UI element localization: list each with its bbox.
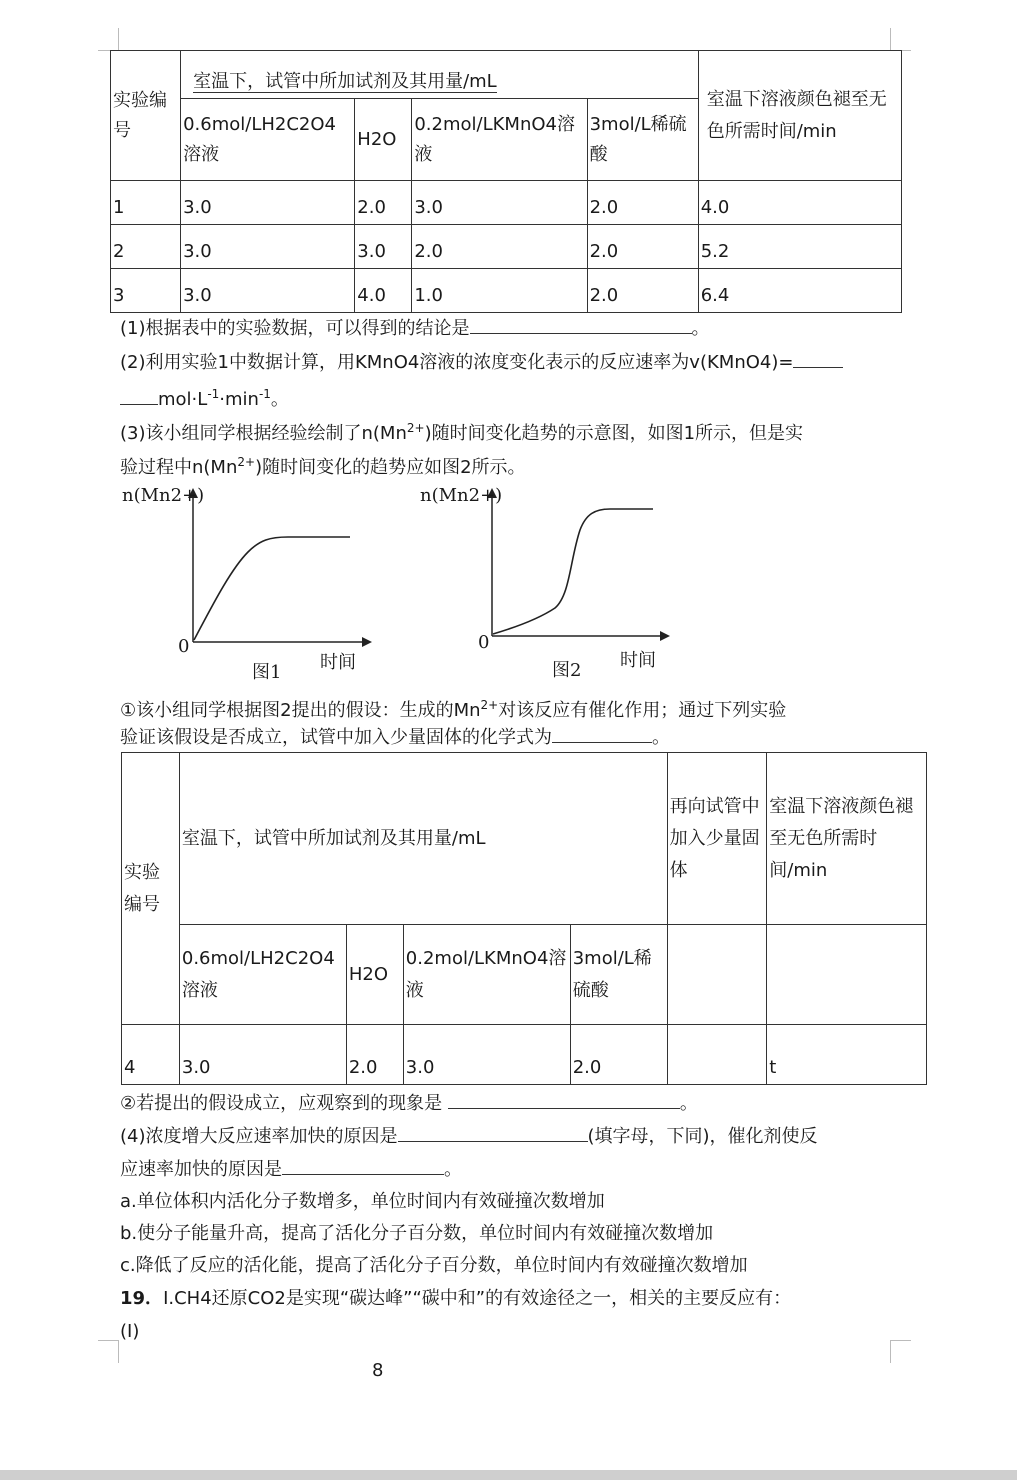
- crop-mark-top-left: [98, 28, 119, 51]
- question-4-line-2: 应速率加快的原因是 。: [120, 1154, 462, 1186]
- answer-blank: [552, 724, 652, 743]
- t1-cell: 4.0: [698, 181, 901, 225]
- t2-group-header: 室温下，试管中所加试剂及其用量/mL: [179, 753, 667, 925]
- t1-cell: 3.0: [412, 181, 587, 225]
- t1-reagent-kmno4: 0.2mol/LKMnO4溶液: [412, 99, 587, 181]
- t2-id-header: 实验编号: [122, 753, 180, 1025]
- table-row: [111, 181, 902, 225]
- t1-cell: 1.0: [412, 269, 587, 313]
- t2-cell: 3.0: [179, 1025, 346, 1085]
- t1-reagent-h2o: H2O: [355, 99, 412, 181]
- t1-cell: 6.4: [698, 269, 901, 313]
- question-19: 19．I.CH4还原CO2是实现“碳达峰”“碳中和”的有效途径之一，相关的主要反应有：: [120, 1288, 792, 1309]
- answer-blank: [282, 1156, 444, 1175]
- t1-cell: 2.0: [587, 181, 698, 225]
- t2-cell: [667, 1025, 767, 1085]
- question-19-sub: (I): [120, 1321, 140, 1342]
- t2-cell: t: [767, 1025, 927, 1085]
- question-3-2: ②若提出的假设成立，应观察到的现象是 。: [120, 1088, 698, 1120]
- fig2-origin: 0: [478, 632, 490, 653]
- t2-time-header: 室温下溶液颜色褪至无色所需时间/min: [767, 753, 927, 925]
- answer-blank: [448, 1090, 680, 1109]
- fig2-curve: [493, 509, 653, 634]
- answer-blank: [793, 349, 843, 368]
- t2-empty-cell: [767, 925, 927, 1025]
- answer-blank: [398, 1123, 588, 1142]
- t1-cell: 2.0: [587, 225, 698, 269]
- t1-cell: 3.0: [181, 181, 355, 225]
- t1-cell-id: 1: [111, 181, 181, 225]
- t1-cell: 2.0: [412, 225, 587, 269]
- t1-cell: 3.0: [355, 225, 412, 269]
- fig1-caption: 图1: [252, 662, 282, 683]
- experiment-table-2: [121, 752, 927, 1085]
- t2-reagent-kmno4: 0.2mol/LKMnO4溶液: [403, 925, 570, 1025]
- crop-mark-bottom-left: [98, 1340, 119, 1363]
- crop-mark-top-right: [890, 28, 911, 51]
- t2-cell-id: 4: [122, 1025, 180, 1085]
- fig1-origin: 0: [178, 636, 190, 657]
- question-19-number: 19．: [120, 1288, 164, 1309]
- table-row: [122, 1025, 927, 1085]
- fig1-xlabel: 时间: [320, 652, 356, 673]
- t1-cell: 4.0: [355, 269, 412, 313]
- fig2-ylabel: n(Mn2+): [420, 485, 503, 506]
- option-b: b.使分子能量升高，提高了活化分子百分数，单位时间内有效碰撞次数增加: [120, 1223, 714, 1244]
- table-row: [111, 225, 902, 269]
- question-3-line-1: (3)该小组同学根据经验绘制了$n(Mn^{2+})$随时间变化趋势的示意图，如图1所示，但是实: [120, 421, 804, 444]
- t1-cell: 5.2: [698, 225, 901, 269]
- question-1: (1)根据表中的实验数据，可以得到的结论是 。: [120, 313, 710, 345]
- t1-cell-id: 3: [111, 269, 181, 313]
- table-row: [111, 269, 902, 313]
- t2-reagent-h2o: H2O: [346, 925, 403, 1025]
- t2-reagent-h2c2o4: 0.6mol/LH2C2O4溶液: [179, 925, 346, 1025]
- t1-cell: 3.0: [181, 225, 355, 269]
- t1-cell: 2.0: [587, 269, 698, 313]
- t1-time-header: 室温下溶液颜色褪至无色所需时间/min: [698, 51, 901, 181]
- question-2-line-2: $mol\cdot L^{-1}\cdot\min^{-1}$。: [120, 378, 289, 416]
- t1-id-header: 实验编号: [111, 51, 181, 181]
- fig1-curve: [194, 537, 350, 640]
- t1-reagent-h2c2o4: 0.6mol/LH2C2O4溶液: [181, 99, 355, 181]
- fig1-x-arrow-icon: [362, 637, 372, 647]
- fig2-caption: 图2: [552, 660, 582, 681]
- option-c: c.降低了反应的活化能，提高了活化分子百分数，单位时间内有效碰撞次数增加: [120, 1255, 748, 1276]
- t2-reagent-h2so4: 3mol/L稀硫酸: [570, 925, 667, 1025]
- t2-cell: 2.0: [570, 1025, 667, 1085]
- t1-cell: 3.0: [181, 269, 355, 313]
- t1-cell: 2.0: [355, 181, 412, 225]
- t1-reagent-h2so4: 3mol/L稀硫酸: [587, 99, 698, 181]
- question-3-1-line-1: ①该小组同学根据图2提出的假设：生成的$Mn^{2+}$对该反应有催化作用；通过下列实验: [120, 698, 787, 721]
- crop-mark-bottom-right: [890, 1340, 911, 1363]
- t2-solid-header: 再向试管中加入少量固体: [667, 753, 767, 925]
- t2-empty-cell: [667, 925, 767, 1025]
- fig1-ylabel: n(Mn2+): [122, 485, 205, 506]
- bottom-scroll-strip: [0, 1470, 1017, 1480]
- question-2-line-1: (2)利用实验1中数据计算，用KMnO4溶液的浓度变化表示的反应速率为v(KMnO4)=: [120, 347, 843, 379]
- t1-cell-id: 2: [111, 225, 181, 269]
- page-number: 8: [372, 1360, 384, 1381]
- question-4-line-1: (4)浓度增大反应速率加快的原因是 (填字母，下同)，催化剂使反: [120, 1121, 818, 1153]
- answer-blank: [120, 386, 158, 405]
- question-3-line-2: 验过程中$n(Mn^{2+})$随时间变化的趋势应如图2所示。: [120, 455, 526, 478]
- question-3-1-line-2: 验证该假设是否成立，试管中加入少量固体的化学式为 。: [120, 722, 670, 754]
- experiment-table-1: [110, 50, 902, 313]
- fig2-xlabel: 时间: [620, 650, 656, 671]
- option-a: a.单位体积内活化分子数增多，单位时间内有效碰撞次数增加: [120, 1191, 605, 1212]
- fig2-x-arrow-icon: [660, 631, 670, 641]
- t2-cell: 3.0: [403, 1025, 570, 1085]
- t1-group-header: 室温下，试管中所加试剂及其用量/mL: [181, 51, 699, 99]
- t2-cell: 2.0: [346, 1025, 403, 1085]
- answer-blank: [470, 315, 692, 334]
